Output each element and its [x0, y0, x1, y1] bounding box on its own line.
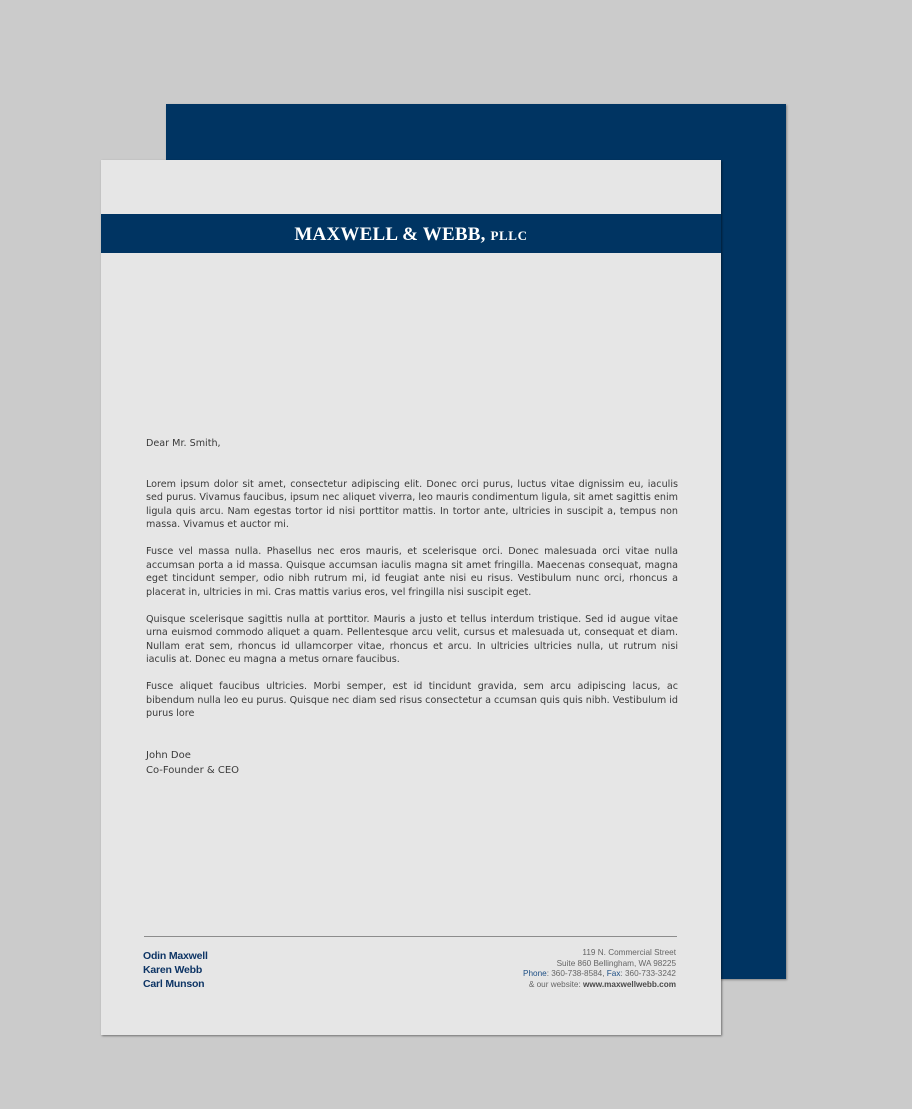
partner-name: Karen Webb [143, 964, 203, 976]
partner-name: Carl Munson [143, 978, 205, 990]
signature-block [146, 748, 678, 778]
website-prefix: & our website: [528, 979, 584, 989]
website-line [523, 980, 676, 991]
signer-title: Co-Founder & CEO [146, 764, 240, 776]
contact-info [523, 948, 676, 990]
address-line-1: 119 N. Commercial Street [582, 948, 676, 957]
fax-number: : 360-733-3242 [620, 969, 676, 978]
firm-name: MAXWELL & WEBB, [294, 223, 486, 245]
paragraph-3: Quisque scelerisque sagittis nulla at porttitor. Mauris a justo et tellus interdum tristique. Sed id augue vitae urna euismod commodo aliquet a quam. Pellentesque arcu velit, cursus et malesuada ut, consequat et diam. Nullam erat sem, rhoncus id ullamcorper vitae, rhoncus et arcu. In ultricies ultricies nulla, ut rutrum nisi iaculis at. Donec eu magna a metus ornare faucibus. [146, 613, 678, 665]
firm-logo [294, 224, 527, 246]
letterhead-front-sheet [101, 160, 721, 1035]
header-band [101, 214, 721, 253]
phone-fax-line [523, 969, 676, 980]
paragraph-4: Fusce aliquet faucibus ultricies. Morbi semper, est id tincidunt gravida, sem arcu adipiscing lacus, ac bibendum nulla leo eu purus. Quisque nec diam sed risus consectetur a ccumsan quis quis nibh. Vestibulum id purus lore [146, 681, 678, 719]
website-link[interactable]: www.maxwellwebb.com [583, 979, 676, 989]
paragraph-1: Lorem ipsum dolor sit amet, consectetur adipiscing elit. Donec orci purus, luctus vitae dignissim eu, iaculis sed purus. Vivamus faucibus, ipsum nec aliquet viverra, leo mauris condimentum ligula, sit amet sagittis enim ligula quis arcu. Nam egestas tortor id nisi porttitor mattis. In tortor ante, ultricies in suscipit a, tempus non massa. Vivamus et auctor mi. [146, 478, 678, 530]
paragraph-2: Fusce vel massa nulla. Phasellus nec eros mauris, et scelerisque orci. Donec malesuada orci vitae nulla accumsan porta a id massa. Quisque accumsan iaculis magna sit amet fringilla. Maecenas consequat, magna eget tincidunt semper, odio nibh rutrum mi, id feugiat ante nisi eu risus. Vestibulum nunc orci, rhoncus a placerat in, ultricies in mi. Cras mattis varius eros, vel fringilla nisi suscipit eget. [146, 546, 678, 598]
address-line-2: Suite 860 Bellingham, WA 98225 [556, 958, 676, 968]
phone-number: : 360-738-8584, [546, 969, 607, 978]
partner-list [143, 949, 208, 991]
partner-name: Odin Maxwell [143, 950, 208, 962]
signer-name: John Doe [146, 749, 191, 761]
fax-label: Fax [606, 969, 621, 978]
letter-body [146, 437, 678, 778]
salutation: Dear Mr. Smith, [146, 438, 221, 449]
firm-suffix: PLLC [490, 227, 528, 243]
footer-divider [144, 936, 677, 937]
phone-label: Phone [523, 969, 547, 978]
